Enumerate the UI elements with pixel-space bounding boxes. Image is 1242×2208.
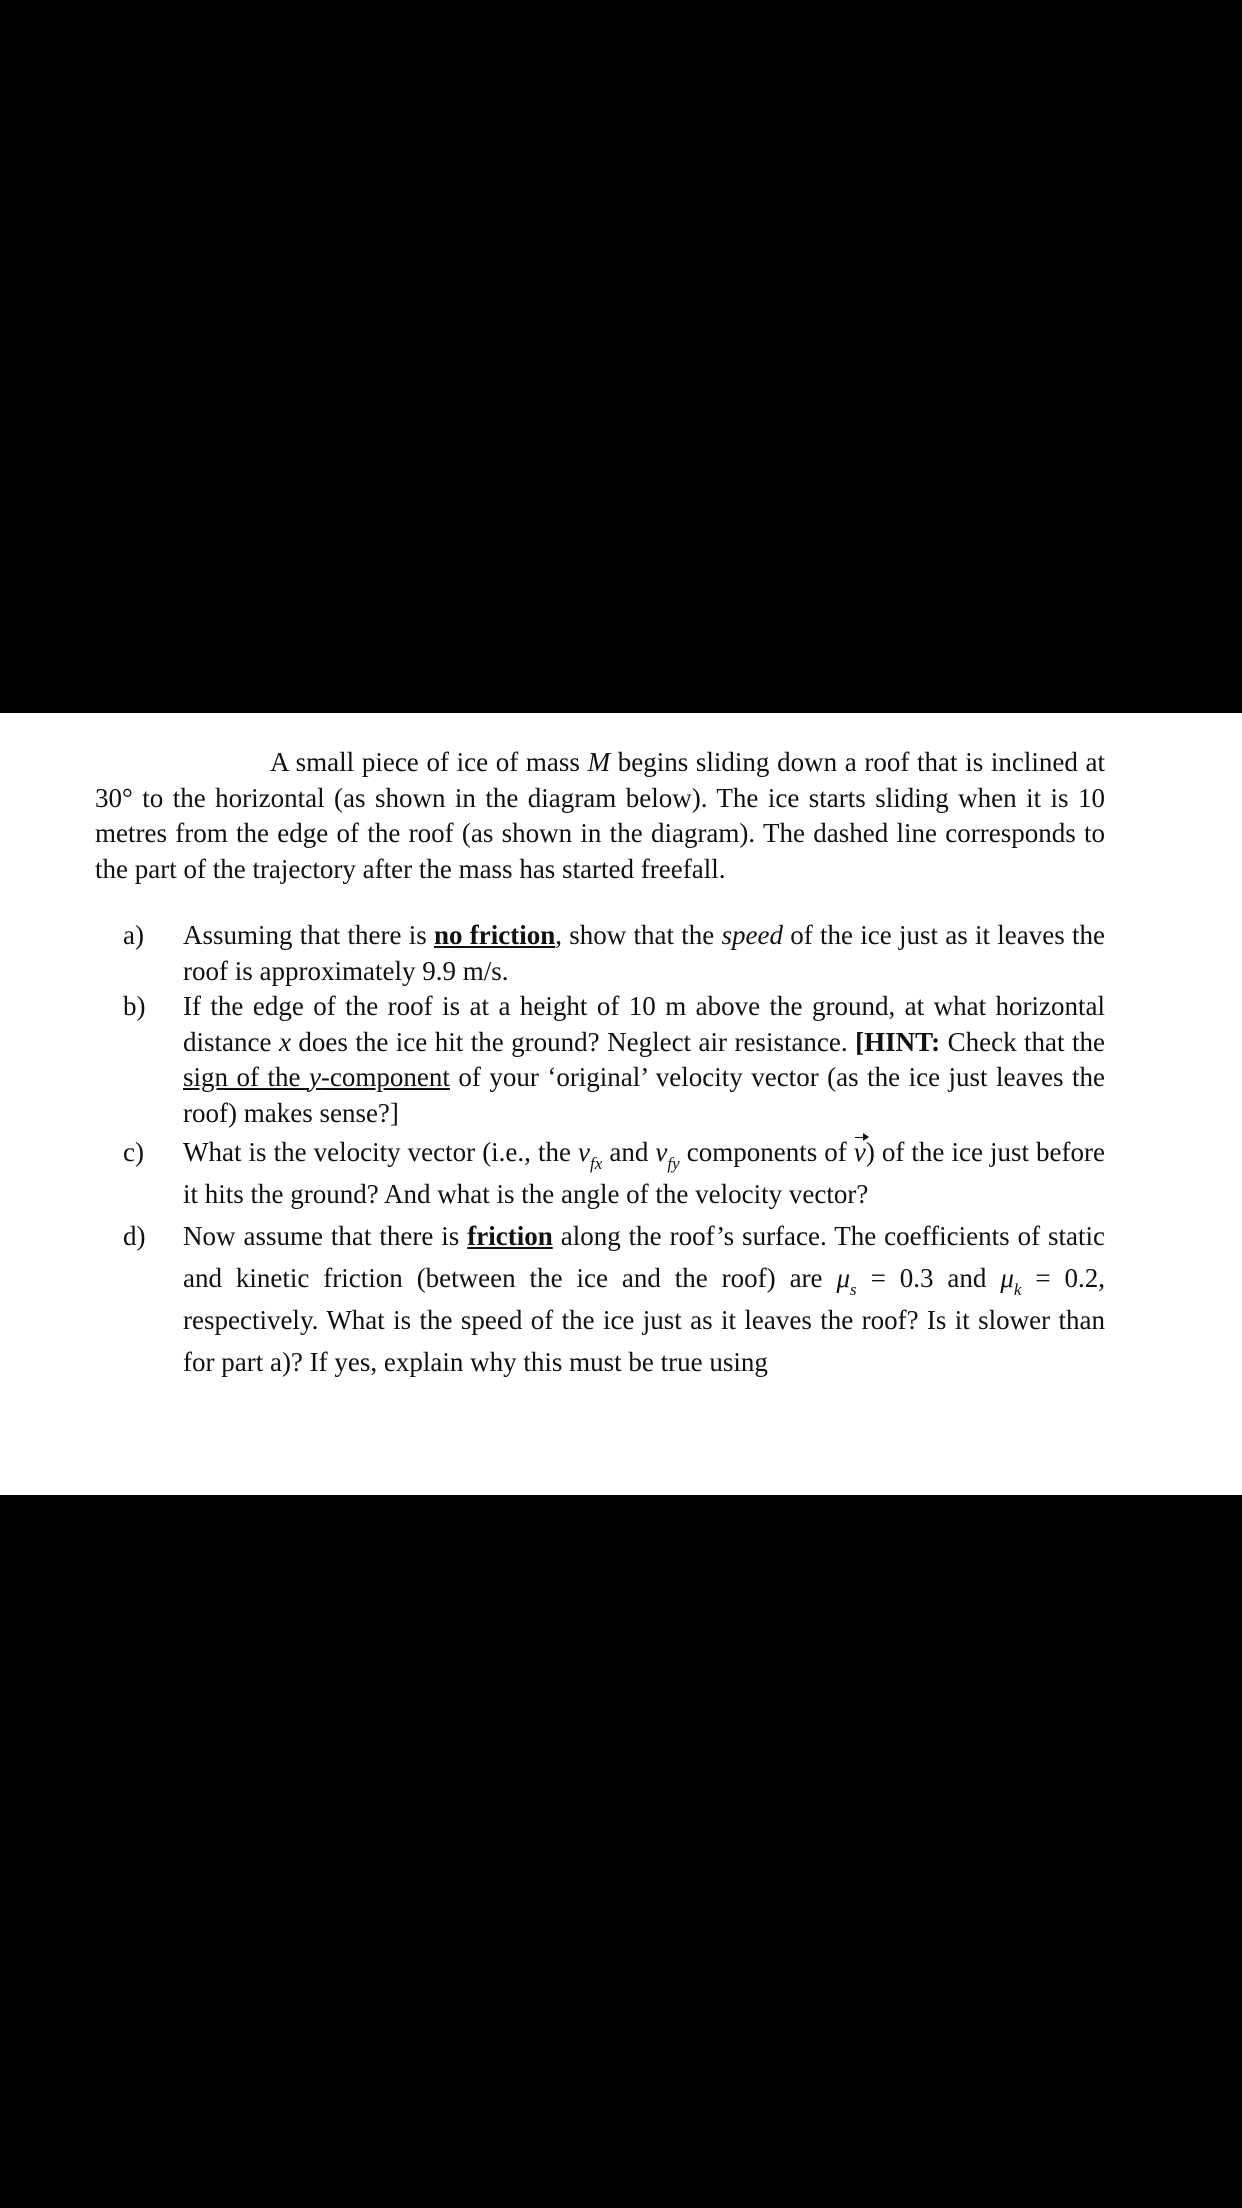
mu-s-symbol: $\mu_s$ (836, 1263, 857, 1299)
velocity-vector-symbol: v (854, 1131, 866, 1173)
question-a: a) Assuming that there is no friction, show that the speed of the ice just as it leaves the roof is approximately 9.9 m/s. (123, 920, 1105, 986)
intro-paragraph: A small piece of ice of mass M begins sliding down a roof that is inclined at 30° to the horizontal (as shown in the diagram below). The ice starts sliding when it is 10 metres from the edge of the roof (as shown in the diagram). The dashed line corresponds to the part of the trajectory after the mass has started freefall. (95, 747, 1105, 884)
problem-intro (95, 745, 1105, 887)
mu-k-symbol: $\mu_k$ (1000, 1263, 1022, 1299)
question-c: c) What is the velocity vector (i.e., the $v_{fx}$ and $v_{fy}$ components of v) of the ice just before it hits the ground? And what is the angle of the velocity vector? (95, 1131, 1105, 1215)
friction-emphasis: friction (467, 1221, 553, 1251)
v-fy-symbol: $v_{fy}$ (655, 1137, 680, 1173)
question-d: d) Now assume that there is friction along the roof’s surface. The coefficients of static and kinetic friction (between the ice and the roof) are $\mu_s = 0.3$ and $\mu_k = 0.2$, respectively. What is the speed of the ice just as it leaves the roof? Is it slower than for part a)? If yes, explain why this must be true using (95, 1215, 1105, 1383)
x-symbol: x (278, 1026, 291, 1057)
question-marker: b) (123, 991, 146, 1021)
hint-underline: sign of the y-component (183, 1062, 450, 1092)
question-b: b) If the edge of the roof is at a height of 10 m above the ground, at what horizontal distance x does the ice hit the ground? Neglect air resistance. [HINT: Check that the sign of the y-component of your ‘original’ velocity vector (as the ice just leaves the roof) makes sense?] (123, 991, 1105, 1128)
mass-symbol: M (587, 747, 611, 777)
question-marker: d) (123, 1221, 146, 1251)
question-marker: a) (123, 920, 144, 950)
hint-label: HINT: (864, 1026, 941, 1057)
v-fx-symbol: $v_{fx}$ (578, 1137, 603, 1173)
no-friction-emphasis: no friction (434, 920, 556, 950)
question-marker: c) (123, 1137, 144, 1167)
question-list (95, 918, 1105, 1383)
document-page (0, 713, 1242, 1495)
speed-emphasis: speed (721, 920, 784, 950)
